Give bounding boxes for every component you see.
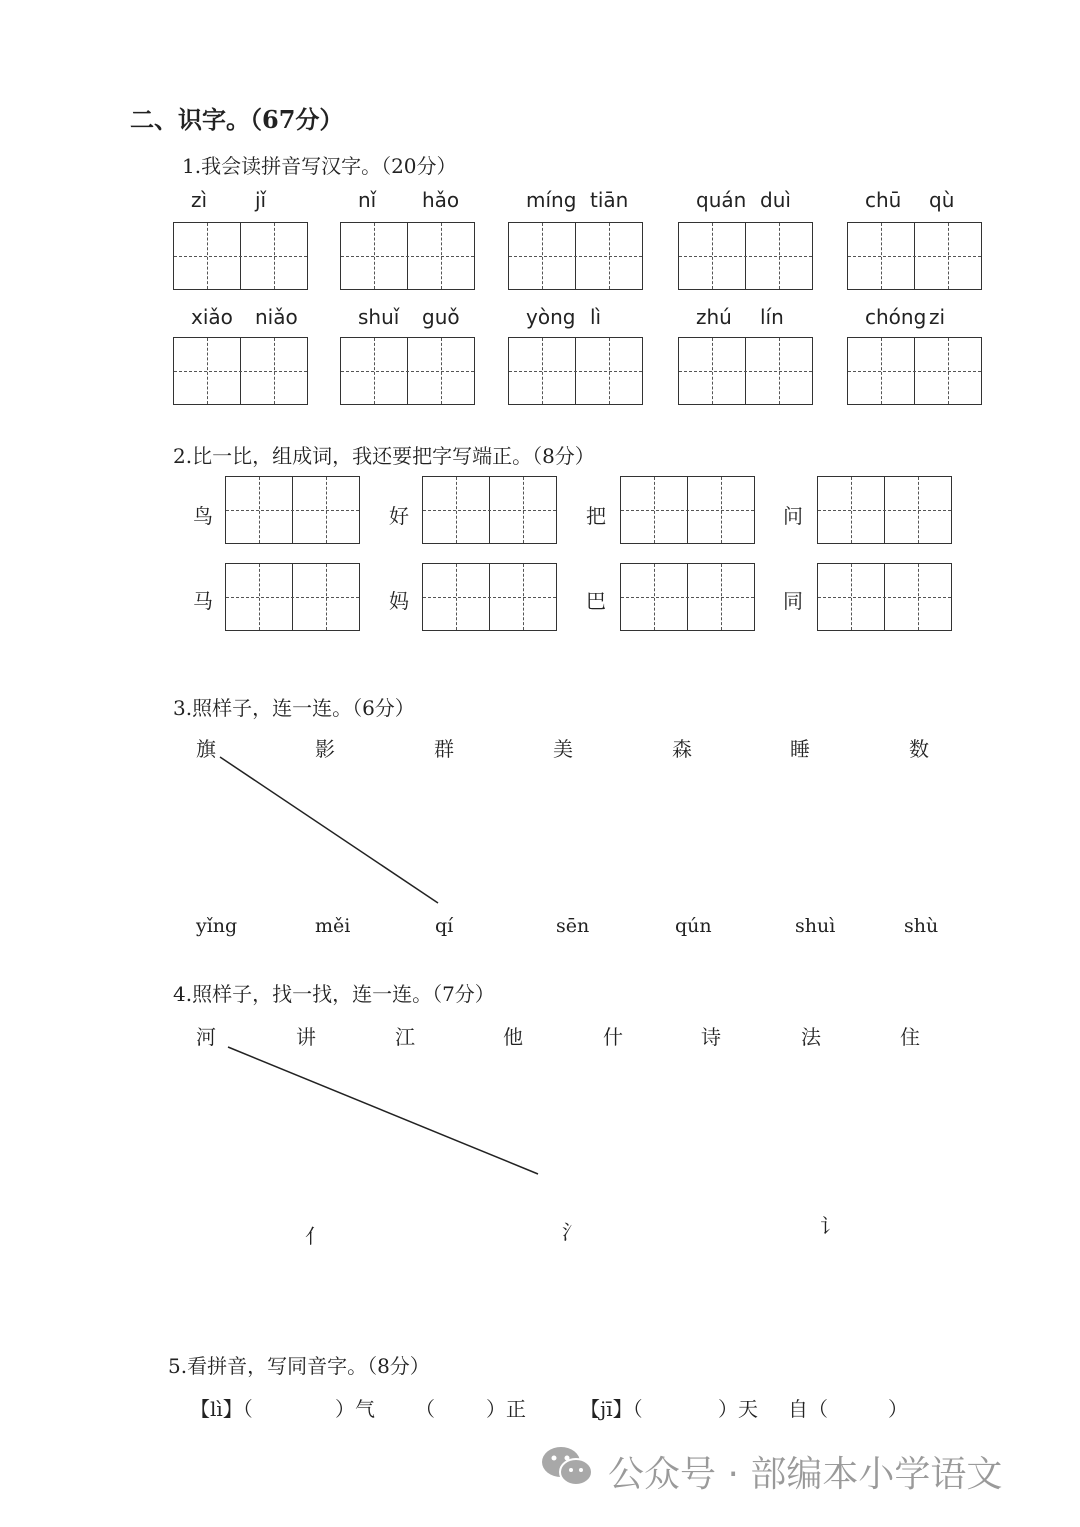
pinyin-label: yòng [526, 305, 576, 329]
pinyin-label: lì [590, 305, 602, 329]
compare-char: 马 [193, 589, 213, 613]
pinyin-label: xiǎo [191, 305, 233, 329]
fill-segment: （ [415, 1397, 435, 1421]
match-char[interactable]: 他 [503, 1025, 523, 1049]
fill-segment: ）正 [486, 1397, 526, 1421]
pinyin-label: zhú [696, 305, 732, 329]
compare-char: 把 [586, 504, 606, 528]
pinyin-label: míng [526, 188, 577, 212]
q3-example-line [220, 757, 438, 903]
question-4-title: 4.照样子，找一找，连一连。（7分） [173, 982, 495, 1006]
match-char[interactable]: 讲 [296, 1025, 316, 1049]
match-char[interactable]: 睡 [790, 737, 810, 761]
match-char[interactable]: 旗 [196, 737, 216, 761]
match-pinyin[interactable]: qún [675, 915, 712, 937]
pinyin-label: nǐ [358, 188, 377, 212]
match-char[interactable]: 影 [315, 737, 335, 761]
compare-char: 问 [783, 504, 803, 528]
compare-char: 好 [389, 504, 409, 528]
pinyin-label: tiān [590, 188, 629, 212]
pinyin-label: zi [929, 305, 946, 329]
match-char[interactable]: 江 [395, 1025, 415, 1049]
match-char[interactable]: 群 [434, 737, 454, 761]
match-char[interactable]: 河 [196, 1025, 216, 1049]
match-pinyin[interactable]: qí [435, 915, 454, 937]
pinyin-label: jǐ [255, 188, 267, 212]
section-title: 二、识字。（67分） [130, 105, 344, 134]
match-pinyin[interactable]: měi [315, 915, 351, 937]
fill-segment: ） [888, 1397, 908, 1421]
match-pinyin[interactable]: shù [904, 915, 939, 937]
match-char[interactable]: 数 [909, 737, 929, 761]
pinyin-label: duì [760, 188, 791, 212]
match-pinyin[interactable]: sēn [556, 915, 590, 937]
radical-target[interactable]: 讠 [820, 1214, 840, 1238]
match-char[interactable]: 住 [900, 1025, 920, 1049]
compare-char: 巴 [586, 589, 606, 613]
match-char[interactable]: 什 [603, 1025, 623, 1049]
pinyin-label: shuǐ [358, 305, 400, 329]
question-1-title: 1.我会读拼音写汉字。（20分） [182, 154, 457, 178]
pinyin-label: quán [696, 188, 747, 212]
pinyin-label: lín [760, 305, 784, 329]
pinyin-label: chū [865, 188, 902, 212]
match-char[interactable]: 诗 [701, 1025, 721, 1049]
watermark-text: 公众号 · 部编本小学语文 [608, 1454, 1003, 1495]
match-char[interactable]: 美 [553, 737, 573, 761]
pinyin-label: guǒ [422, 305, 460, 329]
wechat-icon [540, 1444, 594, 1488]
match-char[interactable]: 森 [672, 737, 692, 761]
fill-segment: 【jī】（ [580, 1397, 643, 1421]
question-3-title: 3.照样子，连一连。（6分） [173, 696, 415, 720]
fill-segment: 【lì】（ [190, 1397, 253, 1421]
radical-target[interactable]: 亻 [305, 1224, 325, 1248]
match-pinyin[interactable]: yǐng [196, 915, 238, 937]
q4-example-line [228, 1047, 538, 1174]
question-2-title: 2.比一比，组成词，我还要把字写端正。（8分） [173, 444, 595, 468]
pinyin-label: qù [929, 188, 955, 212]
match-pinyin[interactable]: shuì [795, 915, 836, 937]
compare-char: 妈 [389, 589, 409, 613]
pinyin-label: zì [191, 188, 208, 212]
fill-segment: ）气 [335, 1397, 375, 1421]
pinyin-label: chóng [865, 305, 927, 329]
match-char[interactable]: 法 [801, 1025, 821, 1049]
fill-segment: ）天 [718, 1397, 758, 1421]
fill-segment: 自（ [788, 1397, 828, 1421]
pinyin-label: niǎo [255, 305, 298, 329]
question-5-title: 5.看拼音，写同音字。（8分） [168, 1354, 430, 1378]
pinyin-label: hǎo [422, 188, 460, 212]
compare-char: 同 [783, 589, 803, 613]
compare-char: 鸟 [193, 504, 213, 528]
radical-target[interactable]: 氵 [562, 1220, 582, 1244]
